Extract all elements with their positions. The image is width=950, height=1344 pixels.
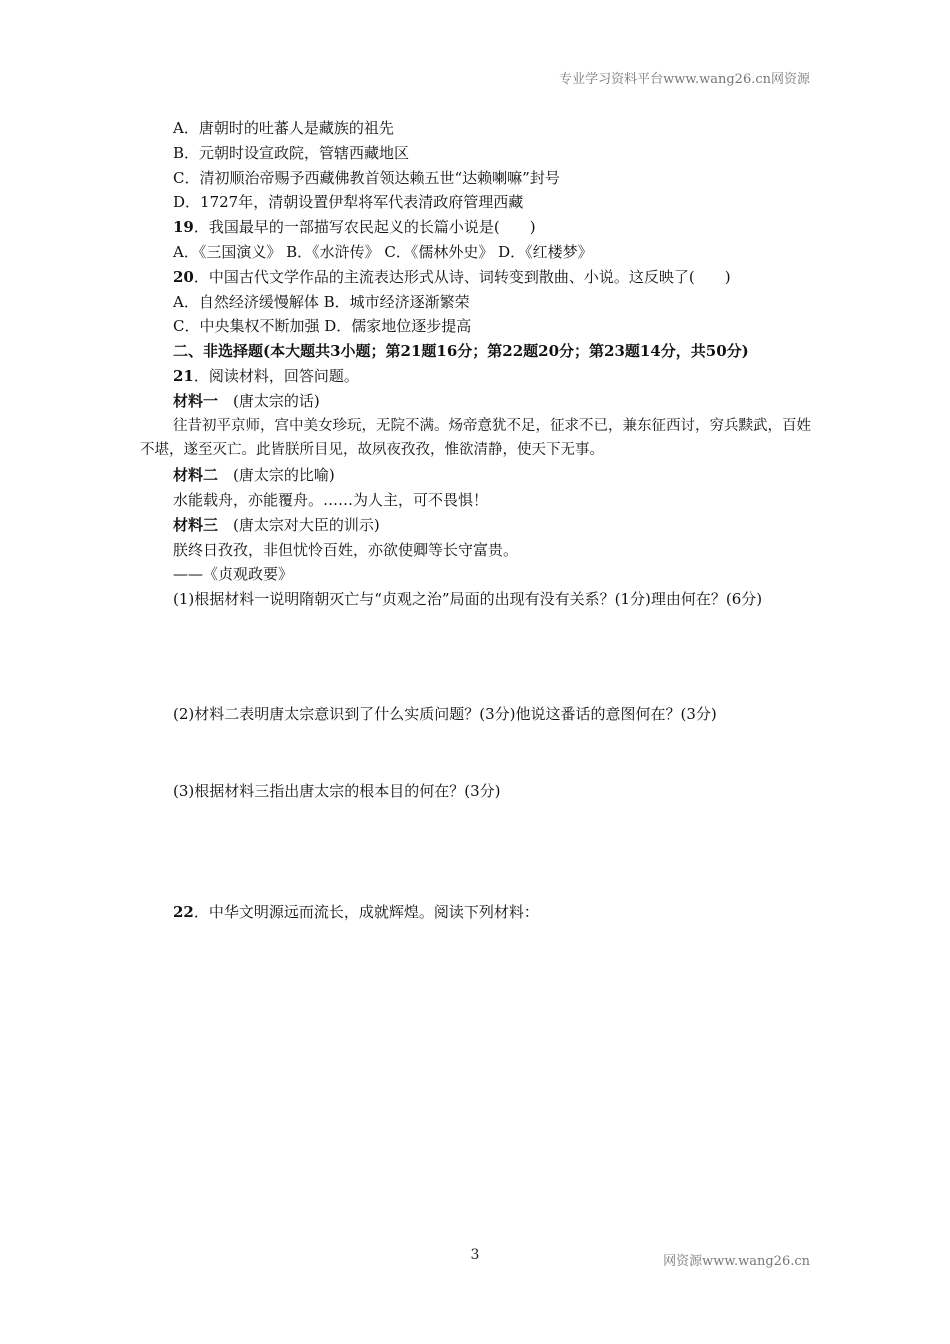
q21-sub2: (2)材料二表明唐太宗意识到了什么实质问题？(3分)他说这番话的意图何在？(3分) [173, 704, 717, 723]
answer-space [140, 727, 812, 779]
q22-text: ．中华文明源远而流长，成就辉煌。阅读下列材料： [193, 902, 539, 921]
material1-text: 往昔初平京师，宫中美女珍玩，无院不满。炀帝意犹不足，征求不已，兼东征西讨，穷兵黩武，百姓不堪，遂至灭亡。此皆朕所目见，故夙夜孜孜，惟欲清静，使天下无事。 [140, 417, 811, 459]
material2-heading [140, 463, 812, 488]
q19-text: ．我国最早的一部描写农民起义的长篇小说是( ) [193, 218, 536, 237]
q20-number: 20 [173, 267, 194, 286]
q21-text: ．阅读材料，回答问题。 [193, 366, 359, 385]
page-body [140, 116, 812, 924]
q19-options: A．《三国演义》 B．《水浒传》 C．《儒林外史》 D．《红楼梦》 [173, 242, 593, 261]
material3-heading [140, 513, 812, 538]
material1-heading [140, 389, 812, 414]
q18-option-a: A．唐朝时的吐蕃人是藏族的祖先 [173, 119, 394, 137]
material1-source: (唐太宗的话) [218, 391, 320, 410]
q21-number: 21 [173, 366, 194, 385]
q21-sub1: (1)根据材料一说明隋朝灭亡与“贞观之治”局面的出现有没有关系？(1分)理由何在？(6分) [173, 590, 763, 609]
q18-option-c: C．清初顺治帝赐予西藏佛教首领达赖五世“达赖喇嘛”封号 [173, 168, 560, 187]
q19-number: 19 [173, 218, 194, 237]
material3-text: 朕终日孜孜，非但忧怜百姓，亦欲使卿等长守富贵。 [173, 540, 519, 559]
q20-options-line2: C．中央集权不断加强 D．儒家地位逐步提高 [173, 317, 472, 336]
q20-text: ．中国古代文学作品的主流表达形式从诗、词转变到散曲、小说。这反映了( ) [193, 267, 731, 286]
citation: ——《贞观政要》 [173, 565, 294, 584]
q18-option-d: D．1727年，清朝设置伊犁将军代表清政府管理西藏 [173, 193, 524, 212]
material2-source: (唐太宗的比喻) [218, 466, 335, 485]
q22-number: 22 [173, 902, 194, 921]
q21-sub3: (3)根据材料三指出唐太宗的根本目的何在？(3分) [173, 781, 501, 800]
q20-options-line1: A．自然经济缓慢解体 B．城市经济逐渐繁荣 [173, 292, 470, 311]
page-footer: 网资源www.wang26.cn [663, 1254, 810, 1269]
q19-stem [140, 215, 812, 240]
material2-text: 水能载舟，亦能覆舟。……为人主，可不畏惧！ [173, 490, 489, 509]
answer-space [140, 612, 812, 702]
q20-stem [140, 265, 812, 290]
material2-label: 材料二 [173, 466, 219, 485]
q21-stem [140, 364, 812, 389]
q18-option-b: B．元朝时设宣政院，管辖西藏地区 [173, 143, 410, 162]
material1-label: 材料一 [173, 391, 219, 410]
q22-stem [140, 900, 812, 925]
answer-space [140, 804, 812, 900]
material3-label: 材料三 [173, 515, 219, 534]
material3-source: (唐太宗对大臣的训示) [218, 515, 380, 534]
page-number: 3 [470, 1247, 480, 1263]
section2-title: 二、非选择题(本大题共3小题；第21题16分；第22题20分；第23题14分，共50分) [173, 342, 749, 361]
page-header: 专业学习资料平台www.wang26.cn网资源 [559, 72, 810, 87]
